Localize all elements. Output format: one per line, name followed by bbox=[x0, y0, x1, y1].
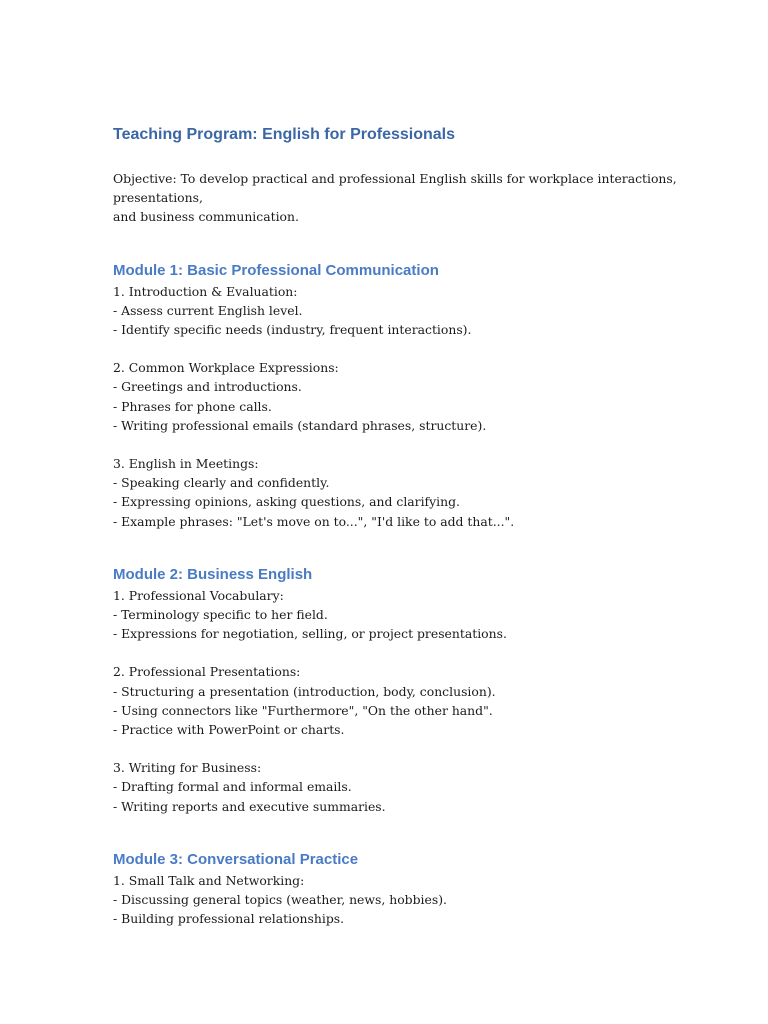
list-item: - Practice with PowerPoint or charts. bbox=[113, 722, 345, 738]
module-1-section-2 bbox=[113, 358, 673, 435]
module-1-section-1 bbox=[113, 282, 673, 340]
list-item: - Phrases for phone calls. bbox=[113, 398, 272, 414]
list-item: - Example phrases: "Let's move on to...", "I'd like to add that...". bbox=[113, 513, 515, 529]
list-item: - Structuring a presentation (introduction, body, conclusion). bbox=[113, 683, 496, 699]
module-3-section-1 bbox=[113, 871, 673, 929]
module-heading: Module 3: Conversational Practice bbox=[113, 850, 359, 868]
document-title: Teaching Program: English for Professionals bbox=[113, 126, 455, 143]
section-title: 1. Professional Vocabulary: bbox=[113, 587, 284, 603]
list-item: - Using connectors like "Furthermore", "On the other hand". bbox=[113, 702, 493, 718]
section-title: 2. Professional Presentations: bbox=[113, 664, 301, 680]
module-1-section-3 bbox=[113, 454, 673, 531]
objective-line: Objective: To develop practical and professional English skills for workplace interactions, bbox=[113, 171, 677, 186]
list-item: - Assess current English level. bbox=[113, 302, 303, 318]
objective-paragraph bbox=[113, 169, 677, 227]
module-2 bbox=[113, 565, 673, 816]
list-item: - Terminology specific to her field. bbox=[113, 607, 328, 623]
section-title: 2. Common Workplace Expressions: bbox=[113, 360, 339, 376]
module-3 bbox=[113, 850, 673, 929]
list-item: - Identify specific needs (industry, frequent interactions). bbox=[113, 322, 472, 338]
list-item: - Building professional relationships. bbox=[113, 911, 345, 927]
section-title: 3. Writing for Business: bbox=[113, 760, 262, 776]
module-2-section-3 bbox=[113, 758, 673, 816]
module-heading: Module 2: Business English bbox=[113, 565, 313, 583]
document-content bbox=[113, 124, 677, 928]
module-2-section-1 bbox=[113, 586, 673, 644]
list-item: - Expressing opinions, asking questions, and clarifying. bbox=[113, 494, 460, 510]
list-item: - Greetings and introductions. bbox=[113, 379, 302, 395]
module-1 bbox=[113, 261, 673, 531]
section-title: 3. English in Meetings: bbox=[113, 456, 259, 472]
list-item: - Speaking clearly and confidently. bbox=[113, 475, 330, 491]
list-item: - Writing professional emails (standard phrases, structure). bbox=[113, 417, 487, 433]
section-title: 1. Introduction & Evaluation: bbox=[113, 283, 298, 299]
objective-line: and business communication. bbox=[113, 209, 299, 225]
module-2-section-2 bbox=[113, 662, 673, 739]
list-item: - Drafting formal and informal emails. bbox=[113, 779, 352, 795]
list-item: - Expressions for negotiation, selling, or project presentations. bbox=[113, 626, 507, 642]
section-title: 1. Small Talk and Networking: bbox=[113, 872, 305, 888]
list-item: - Discussing general topics (weather, news, hobbies). bbox=[113, 892, 447, 908]
list-item: - Writing reports and executive summaries. bbox=[113, 798, 386, 814]
objective-line: presentations, bbox=[113, 190, 203, 206]
module-heading: Module 1: Basic Professional Communication bbox=[113, 261, 439, 279]
